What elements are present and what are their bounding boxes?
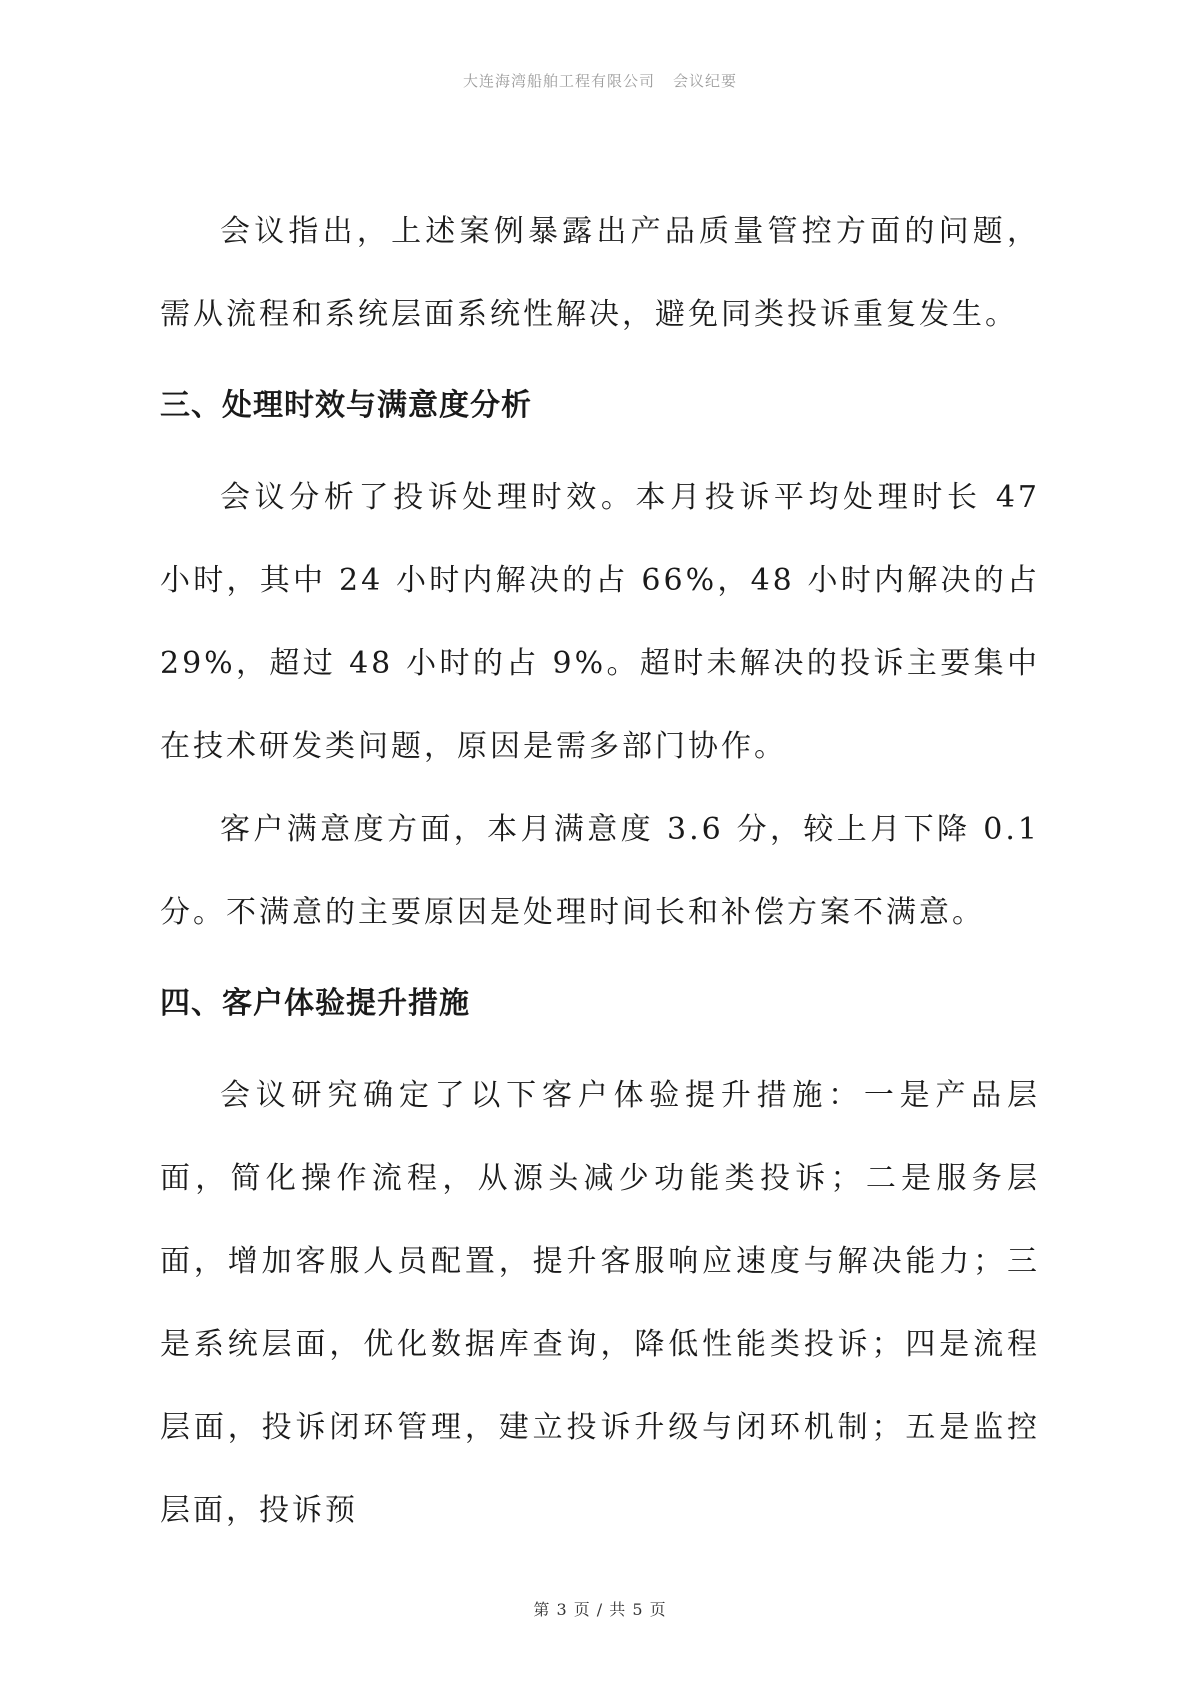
paragraph-satisfaction: 客户满意度方面，本月满意度 3.6 分，较上月下降 0.1 分。不满意的主要原因是处理时间长和补偿方案不满意。: [160, 812, 1040, 930]
page-footer: 第 3 页 / 共 5 页: [533, 1600, 667, 1619]
section-heading-3: 三、处理时效与满意度分析: [160, 388, 532, 423]
document-body: [160, 190, 1040, 1552]
paragraph-case-summary: 会议指出，上述案例暴露出产品质量管控方面的问题，需从流程和系统层面系统性解决，避免同类投诉重复发生。: [160, 214, 1040, 332]
paragraph-measures: 会议研究确定了以下客户体验提升措施：一是产品层面，简化操作流程，从源头减少功能类投诉；二是服务层面，增加客服人员配置，提升客服响应速度与解决能力；三是系统层面，优化数据库查询，降低性能类投诉；四是流程层面，投诉闭环管理，建立投诉升级与闭环机制；五是监控层面，投诉预: [160, 1078, 1040, 1528]
paragraph-processing-time: 会议分析了投诉处理时效。本月投诉平均处理时长 47 小时，其中 24 小时内解决的占 66%，48 小时内解决的占 29%，超过 48 小时的占 9%。超时未解决的投诉主要集中在技术研发类问题，原因是需多部门协作。: [160, 480, 1040, 764]
section-heading-4: 四、客户体验提升措施: [160, 986, 470, 1021]
page-header: [0, 70, 1200, 91]
header-company: 大连海湾船舶工程有限公司: [462, 72, 655, 90]
header-doc-type: 会议纪要: [673, 72, 738, 90]
